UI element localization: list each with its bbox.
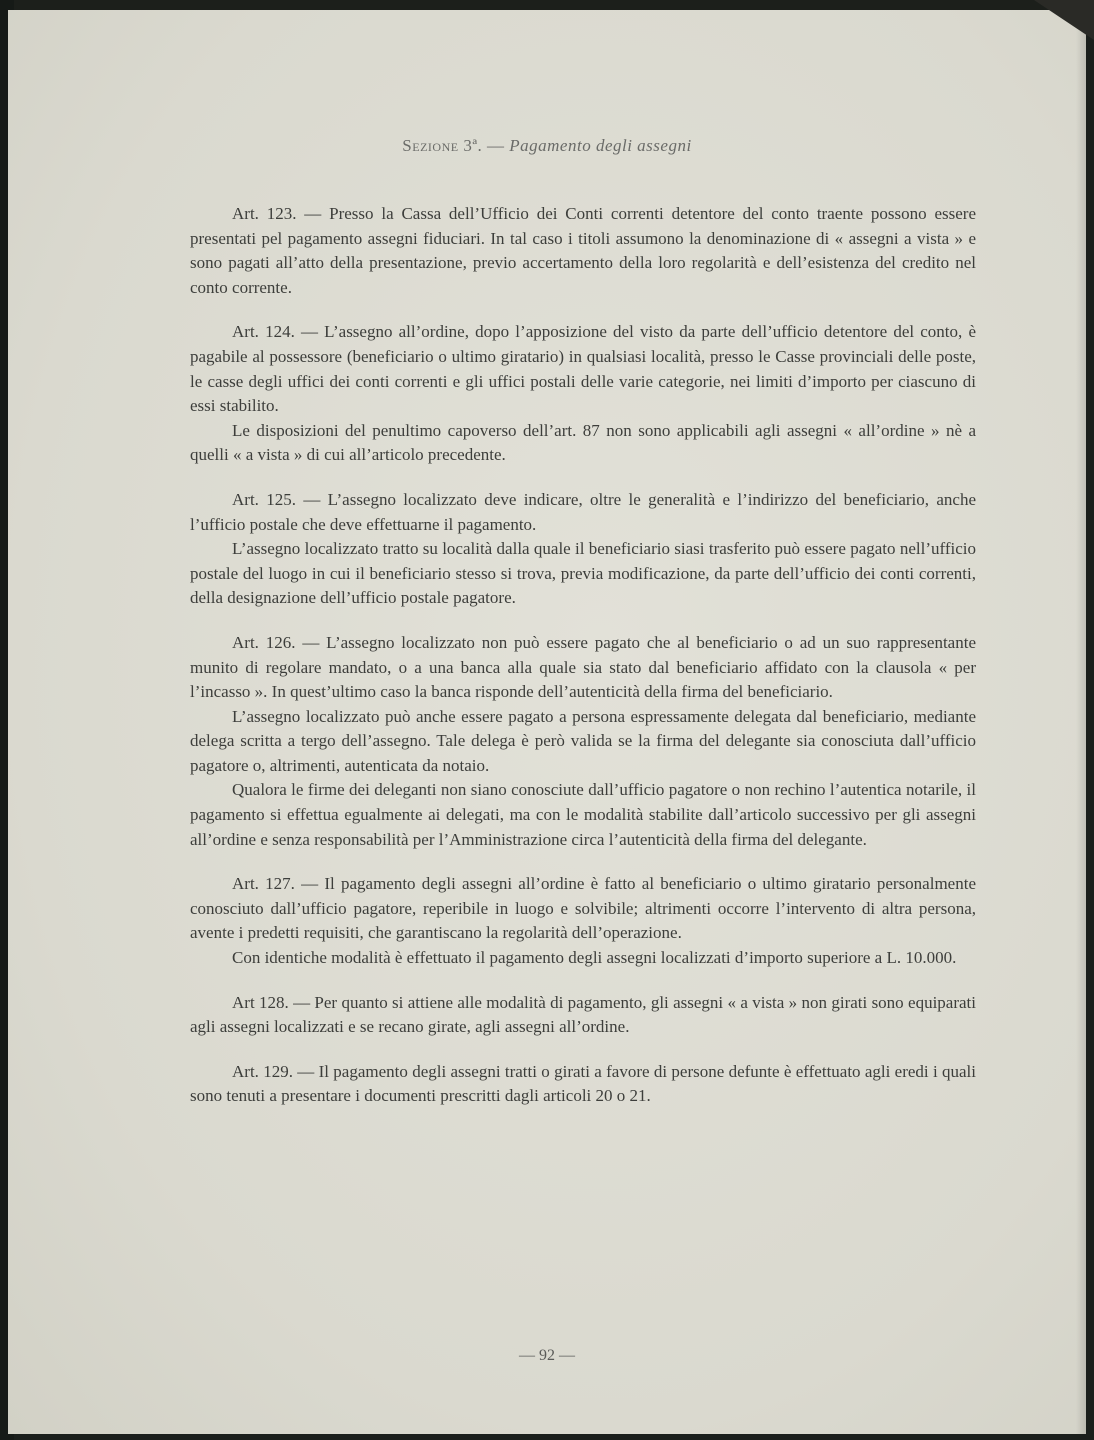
- paragraph: Con identiche modalità è effettuato il pagamento degli assegni localizzati d’importo superiore a L. 10.000.: [232, 948, 957, 968]
- paragraph: Art. 125. — L’assegno localizzato deve indicare, oltre le generalità e l’indirizzo del beneficiario, anche l’ufficio postale che deve effettuarne il pagamento.: [190, 489, 976, 534]
- article-126: [190, 631, 976, 852]
- paragraph: Art. 124. — L’assegno all’ordine, dopo l’apposizione del visto da parte dell’ufficio detentore del conto, è pagabile al possessore (beneficiario o ultimo giratario) in qualsiasi località, presso le Casse provinciali delle poste, le casse degli uffici dei conti correnti e gli uffici postali delle varie categorie, nei limiti d’importo per ciascuno di essi stabilito.: [190, 322, 976, 416]
- article-125: [190, 488, 976, 611]
- article-127: [190, 872, 976, 970]
- article-129: [190, 1060, 976, 1109]
- section-label: Sezione 3ª.: [402, 136, 483, 155]
- article-124: [190, 320, 976, 468]
- folded-corner: [1034, 0, 1094, 40]
- paragraph: Art. 126. — L’assegno localizzato non può essere pagato che al beneficiario o ad un suo rappresentante munito di regolare mandato, o a una banca alla quale sia stato dal beneficiario affidato con la clausola « per l’incasso ». In quest’ultimo caso la banca risponde dell’autenticità della firma del beneficiario.: [190, 632, 976, 702]
- paragraph: Qualora le firme dei deleganti non siano conosciute dall’ufficio pagatore o non rechino l’autentica notarile, il pagamento si effettua egualmente ai delegati, ma con le modalità stabilite dall’articolo successivo per gli assegni all’ordine e senza responsabilità per l’Amministrazione circa l’autenticità della firma del delegante.: [190, 780, 976, 849]
- document-page: [8, 10, 1086, 1434]
- paragraph: Art 128. — Per quanto si attiene alle modalità di pagamento, gli assegni « a vista » non girati sono equiparati agli assegni localizzati e se recano girate, agli assegni all’ordine.: [190, 992, 976, 1037]
- page-edge-shadow: [1076, 10, 1086, 1434]
- section-subtitle: Pagamento degli assegni: [509, 136, 692, 155]
- header-dash: —: [487, 136, 505, 155]
- article-123: [190, 202, 976, 300]
- paragraph: Art. 127. — Il pagamento degli assegni all’ordine è fatto al beneficiario o ultimo giratario personalmente conosciuto dall’ufficio pagatore, reperibile in luogo e solvibile; altrimenti occorre l’intervento di altra persona, avente i predetti requisiti, che garantiscano la regolarità dell’operazione.: [190, 874, 976, 943]
- article-128: [190, 991, 976, 1040]
- page-header: [8, 136, 1086, 156]
- paragraph: Le disposizioni del penultimo capoverso dell’art. 87 non sono applicabili agli assegni « all’ordine » nè a quelli « a vista » di cui all’articolo precedente.: [190, 420, 976, 465]
- page-number: — 92 —: [519, 1347, 575, 1364]
- paragraph: L’assegno localizzato tratto su località dalla quale il beneficiario siasi trasferito può essere pagato nell’ufficio postale del luogo in cui il beneficiario stesso si trova, previa modificazione, da parte dell’ufficio dei conti correnti, della designazione dell’ufficio postale pagatore.: [190, 539, 976, 608]
- paragraph: Art. 123. — Presso la Cassa dell’Ufficio dei Conti correnti detentore del conto traente possono essere presentati pel pagamento assegni fiduciari. In tal caso i titoli assumono la denominazione di « assegni a vista » e sono pagati all’atto della presentazione, previo accertamento della loro regolarità e dell’esistenza del credito nel conto corrente.: [190, 204, 976, 297]
- paragraph: Art. 129. — Il pagamento degli assegni tratti o girati a favore di persone defunte è effettuato agli eredi i quali sono tenuti a presentare i documenti prescritti dagli articoli 20 o 21.: [190, 1061, 976, 1106]
- paragraph: L’assegno localizzato può anche essere pagato a persona espressamente delegata dal beneficiario, mediante delega scritta a tergo dell’assegno. Tale delega è però valida se la firma del delegante sia conosciuta dall’ufficio pagatore o, altrimenti, autenticata da notaio.: [190, 706, 976, 775]
- body-text: [190, 202, 976, 1129]
